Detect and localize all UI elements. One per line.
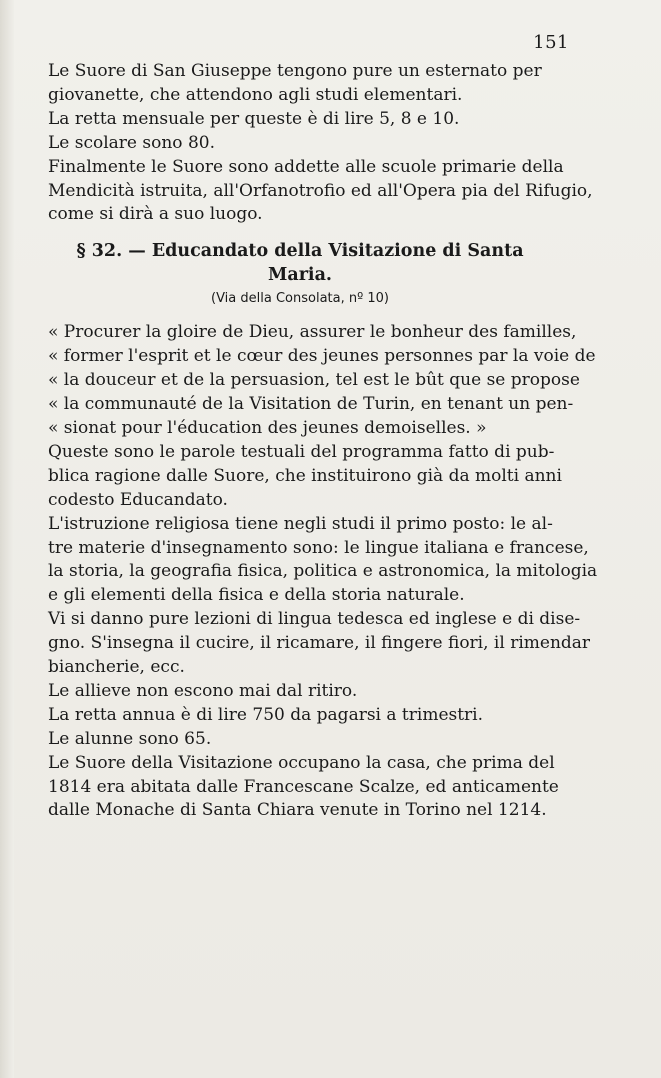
quote-line: « Procurer la gloire de Dieu, assurer le bonheur des familles, — [48, 322, 577, 343]
text-line: gno. S'insegna il cucire, il ricamare, il fingere fiori, il rimendar — [48, 633, 591, 654]
text-line: e gli elementi della fisica e della storia naturale. — [48, 585, 465, 606]
section-subheading: (Via della Consolata, nº 10) — [211, 291, 389, 307]
text-line: Queste sono le parole testuali del programma fatto di pub- — [48, 441, 555, 462]
paragraph — [48, 752, 559, 824]
paragraphs-bottom — [48, 441, 598, 824]
quote-line: « la douceur et de la persuasion, tel est le bût que se propose — [48, 370, 580, 391]
quote-line: « sionat pour l'éducation des jeunes demoiselles. » — [48, 417, 487, 438]
quote-line: « former l'esprit et le cœur des jeunes personnes par la voie de — [48, 346, 596, 367]
text-line: Mendicità istruita, all'Orfanotrofio ed all'Opera pia del Rifugio, — [48, 180, 593, 201]
text-line: 1814 era abitata dalle Francescane Scalze, ed anticamente — [48, 776, 559, 797]
text-line: come si dirà a suo luogo. — [48, 204, 263, 225]
text-line: codesto Educandato. — [48, 489, 228, 510]
page-number: 151 — [533, 32, 569, 53]
page-body — [48, 60, 598, 823]
text-line: Vi si danno pure lezioni di lingua tedesca ed inglese e di dise- — [48, 609, 581, 630]
section-heading: § 32. — Educandato della Visitazione di Santa Maria. — [76, 241, 524, 286]
text-line: La retta mensuale per queste è di lire 5, 8 e 10. — [48, 108, 460, 129]
french-quote — [48, 321, 596, 441]
page-edge — [0, 0, 14, 1078]
text-line: biancherie, ecc. — [48, 657, 185, 678]
text-line: La retta annua è di lire 750 da pagarsi a trimestri. — [48, 704, 484, 725]
paragraph — [48, 108, 552, 132]
text-line: dalle Monache di Santa Chiara venute in Torino nel 1214. — [48, 800, 547, 821]
paragraph — [48, 704, 552, 728]
text-line: Le allieve non escono mai dal ritiro. — [48, 680, 358, 701]
paragraph — [48, 513, 598, 609]
quote-line: « la communauté de la Visitation de Turin, en tenant un pen- — [48, 394, 574, 415]
paragraph — [48, 608, 591, 680]
text-line: L'istruzione religiosa tiene negli studi il primo posto: le al- — [48, 513, 553, 534]
text-line: Finalmente le Suore sono addette alle scuole primarie della — [48, 156, 564, 177]
text-line: giovanette, che attendono agli studi elementari. — [48, 84, 463, 105]
paragraph — [48, 680, 552, 704]
paragraph — [48, 728, 552, 752]
paragraphs-top — [48, 60, 593, 227]
text-line: Le scolare sono 80. — [48, 132, 215, 153]
text-line: la storia, la geografia fisica, politica e astronomica, la mitologia — [48, 561, 598, 582]
paragraph — [48, 60, 552, 108]
paragraph — [48, 156, 593, 228]
text-line: Le Suore della Visitazione occupano la casa, che prima del — [48, 752, 555, 773]
text-line: Le alunne sono 65. — [48, 728, 212, 749]
text-line: blica ragione dalle Suore, che instituirono già da molti anni — [48, 465, 562, 486]
paragraph — [48, 132, 552, 156]
text-line: tre materie d'insegnamento sono: le lingue italiana e francese, — [48, 537, 589, 558]
paragraph — [48, 441, 562, 513]
text-line: Le Suore di San Giuseppe tengono pure un esternato per — [48, 61, 542, 81]
